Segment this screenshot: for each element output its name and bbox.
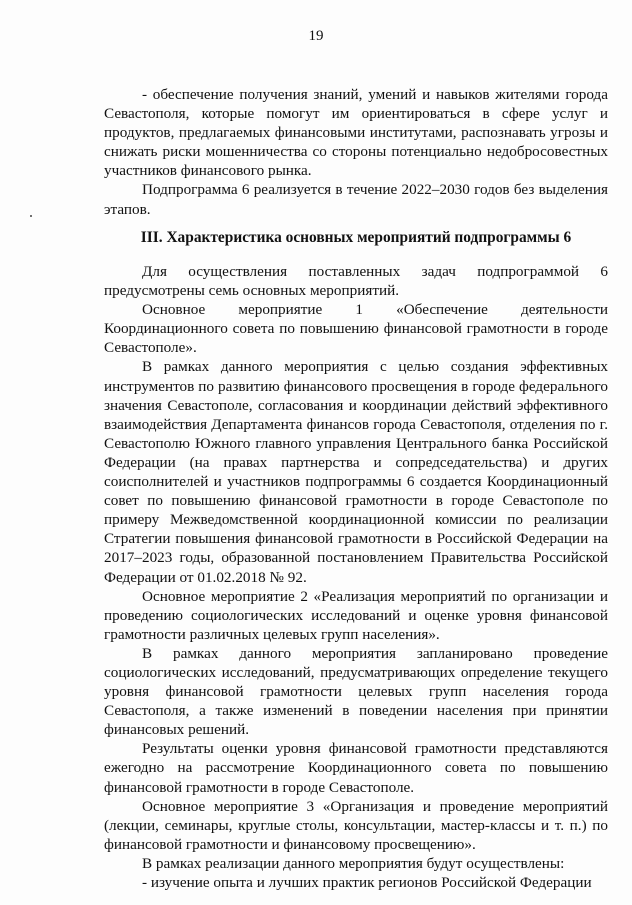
paragraph: В рамках данного мероприятия запланировано проведение социологических исследований, предусматривающих определение текущего уровня финансовой грамотности целевых групп населения города Севастополя, а также изменений в поведении населения при принятии финансовых решений. <box>104 644 608 739</box>
paragraph: Для осуществления поставленных задач подпрограммой 6 предусмотрены семь основных мероприятий. <box>104 263 608 300</box>
page-number: 19 <box>308 28 324 44</box>
scan-speck <box>30 215 32 217</box>
paragraph: В рамках реализации данного мероприятия будут осуществлены: <box>142 854 565 872</box>
paragraph: Основное мероприятие 3 «Организация и проведение мероприятий (лекции, семинары, круглые столы, консультации, мастер-классы и т. п.) по финансовой грамотности и финансовому просвещению». <box>104 797 608 853</box>
paragraph: Основное мероприятие 1 «Обеспечение деятельности Координационного совета по повышению финансовой грамотности в городе Севастополе». <box>104 301 608 357</box>
paragraph: Результаты оценки уровня финансовой грамотности представляются ежегодно на рассмотрение Координационного совета по повышению финансовой грамотности в городе Севастополе. <box>104 740 608 796</box>
paragraph: - изучение опыта и лучших практик регионов Российской Федерации <box>142 874 592 891</box>
paragraph: Подпрограмма 6 реализуется в течение 2022–2030 годов без выделения этапов. <box>104 181 608 218</box>
paragraph: В рамках данного мероприятия с целью создания эффективных инструментов по развитию финансового просвещения в городе федерального значения Севастополе, согласования и координации действий эффективного взаимодействия Департамента финансов города Севастополя, отделения по г. Севастополю Южного главного управления Центрального банка Российской Федерации (на правах партнерства и сопредседательства) и других соисполнителей и участников подпрограммы 6 создается Координационный совет по повышению финансовой грамотности в городе Севастополе по примеру Межведомственной координационной комиссии по реализации Стратегии повышения финансовой грамотности в Российской Федерации на 2017–2023 годы, образованной постановлением Правительства Российской Федерации от 01.02.2018 № 92. <box>104 358 608 586</box>
section-body <box>104 262 608 892</box>
paragraph: Основное мероприятие 2 «Реализация мероприятий по организации и проведению социологических исследований и оценке уровня финансовой грамотности различных целевых групп населения». <box>104 587 608 643</box>
intro-text-block <box>104 85 608 219</box>
section-heading: III. Характеристика основных мероприятий подпрограммы 6 <box>140 229 572 246</box>
paragraph: - обеспечение получения знаний, умений и навыков жителями города Севастополя, которые помогут им ориентироваться в сфере услуг и продуктов, предлагаемых финансовыми институтами, распознавать угрозы и снижать риски мошенничества со стороны потенциально недобросовестных участников финансового рынка. <box>104 86 608 180</box>
